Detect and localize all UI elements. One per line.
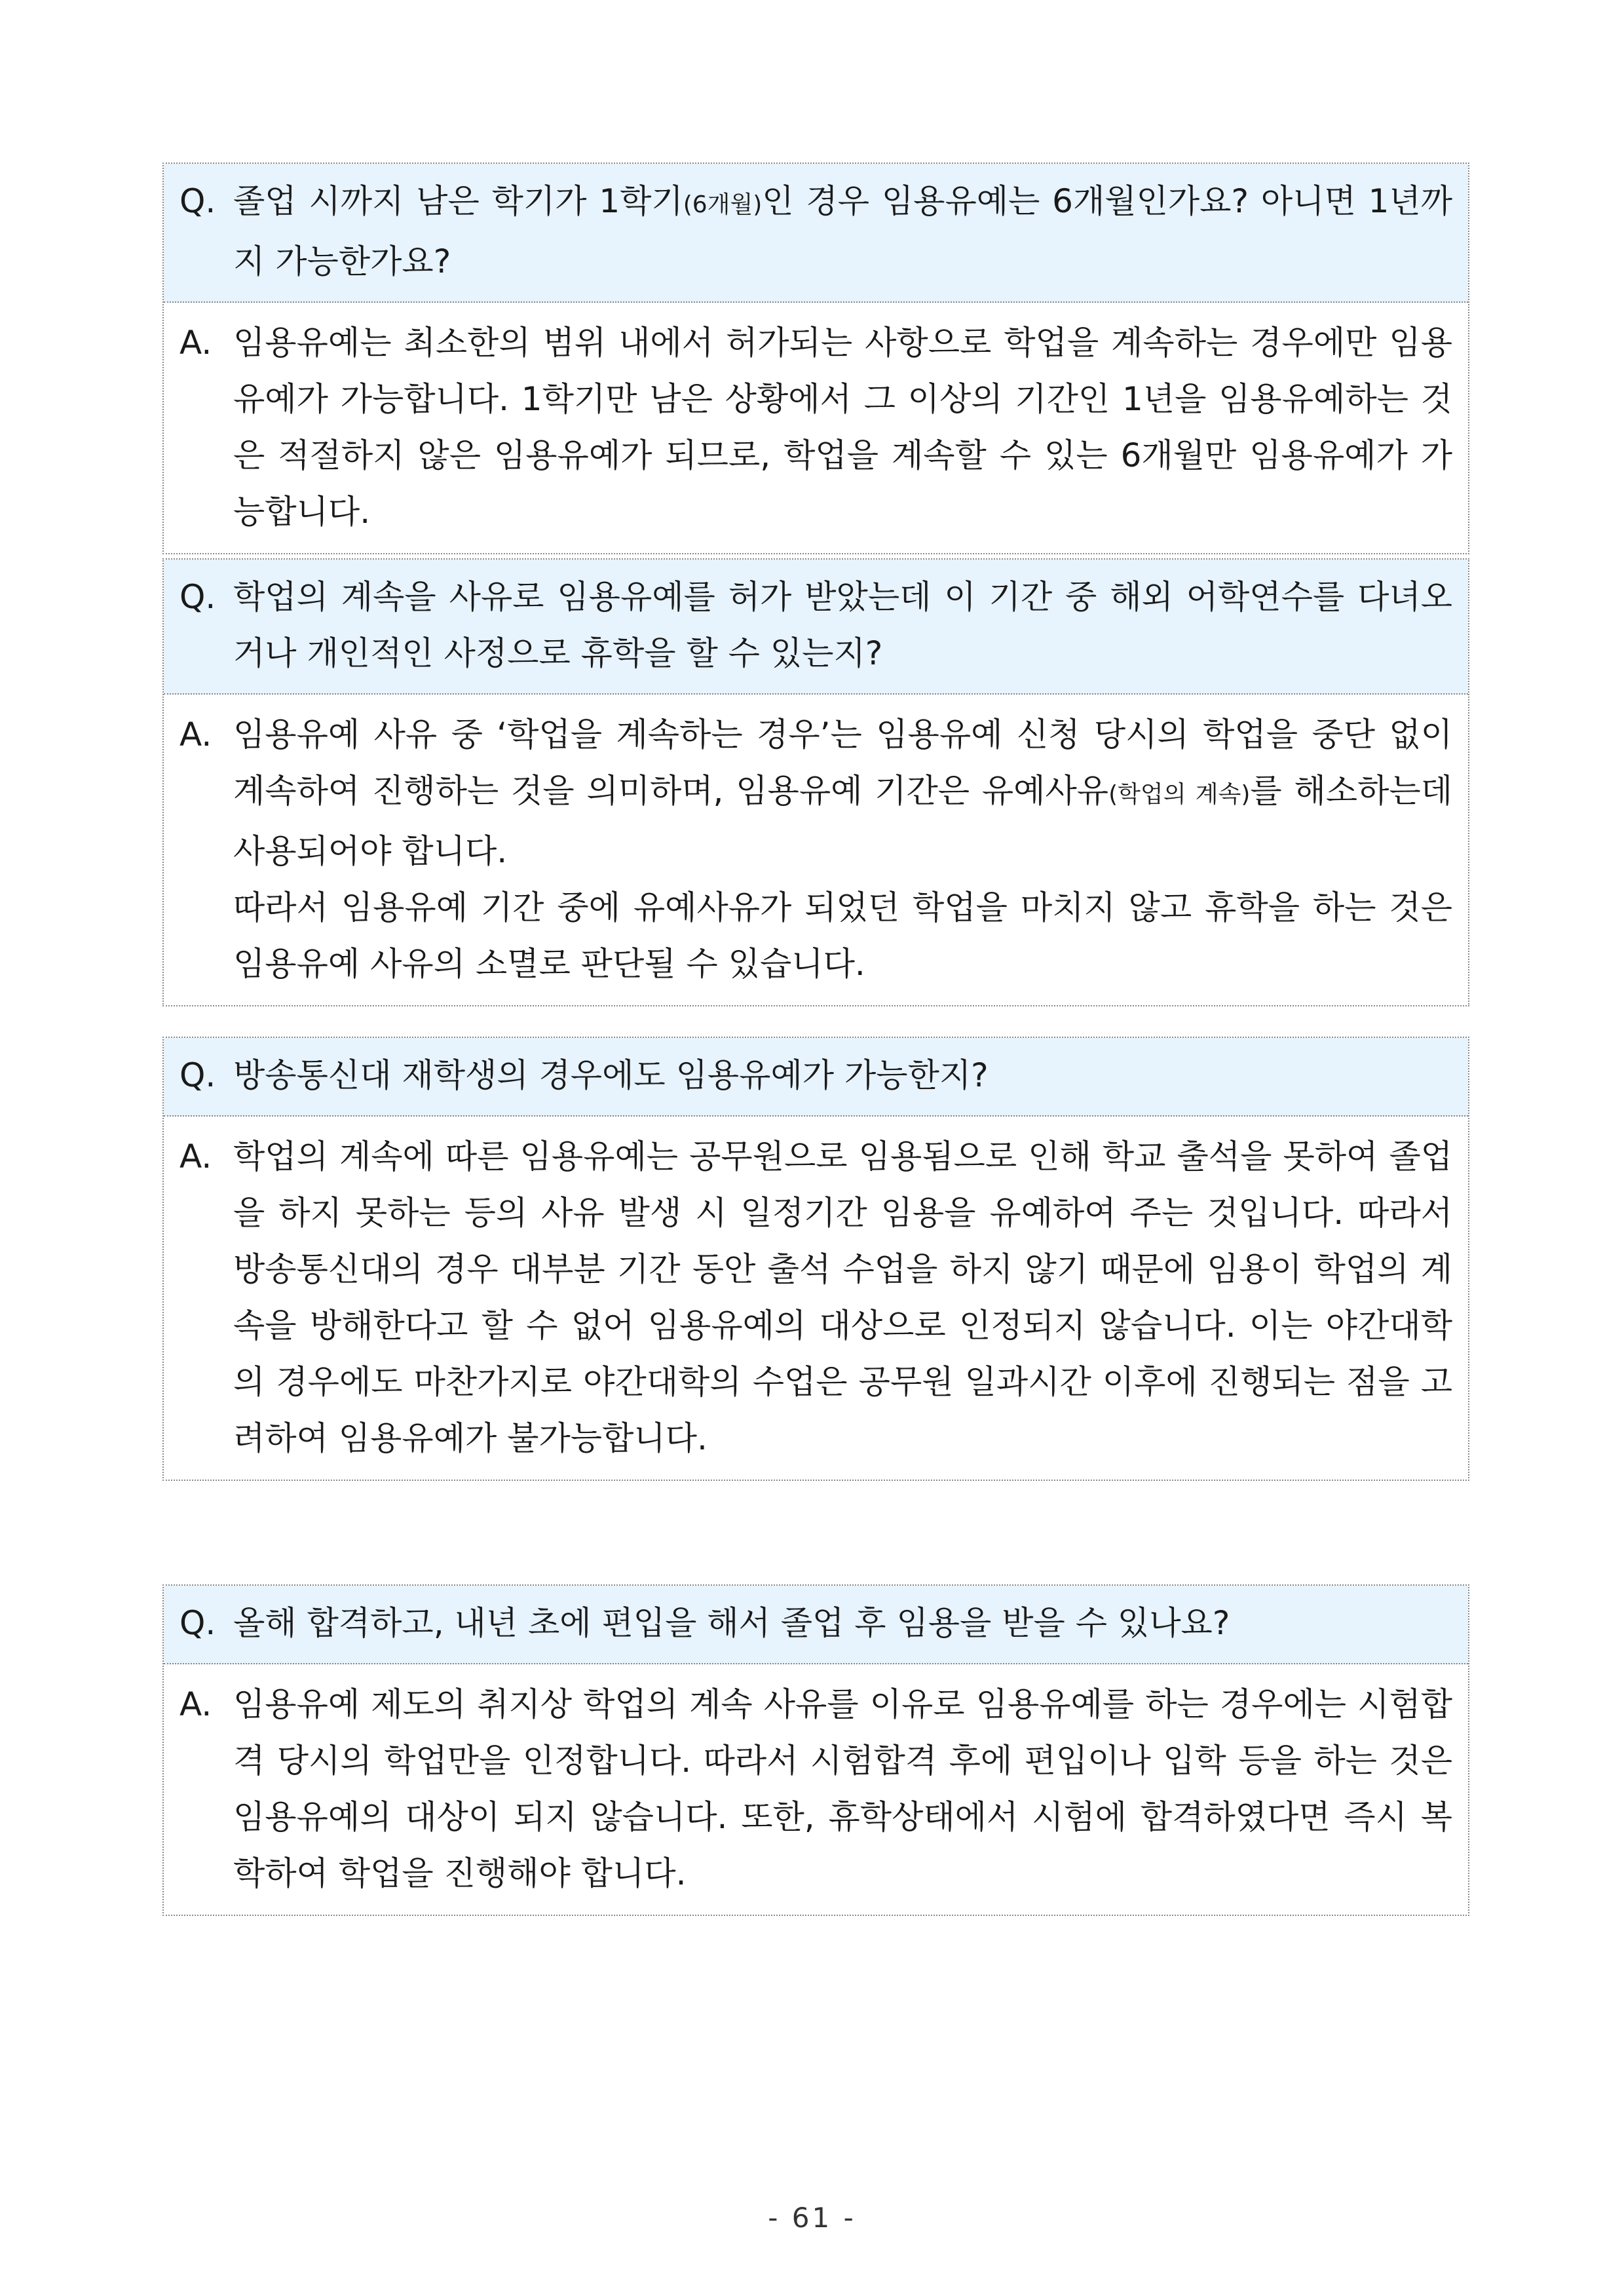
answer-text bbox=[233, 1128, 1452, 1466]
qa-block-1 bbox=[162, 163, 1469, 554]
qa-block-4 bbox=[162, 1584, 1469, 1916]
question-text-part: 인 경우 임용유예는 6개월인가요? 아니면 1년까지 가능한가요? bbox=[233, 182, 1452, 280]
answer-text-part: 임용유예 사유 중 ‘학업을 계속하는 경우’는 임용유예 신청 당시의 학업을 중단 없이 계속하여 진행하는 것을 의미하며, 임용유예 기간은 유예사유 bbox=[233, 716, 1452, 810]
question-text: 학업의 계속을 사유로 임용유예를 허가 받았는데 이 기간 중 해외 어학연수를 다녀오거나 개인적인 사정으로 휴학을 할 수 있는지? bbox=[233, 578, 1452, 672]
question-text: 방송통신대 재학생의 경우에도 임용유예가 가능한지? bbox=[233, 1056, 989, 1094]
question-mark: Q. bbox=[179, 1056, 216, 1094]
answer-text bbox=[233, 706, 1452, 992]
page-number: - 61 - bbox=[768, 2202, 856, 2234]
answer-mark: A. bbox=[179, 324, 212, 362]
answer-paragraph bbox=[233, 706, 1452, 879]
answer-row bbox=[164, 695, 1468, 1005]
answer-text bbox=[233, 315, 1452, 540]
question-row bbox=[164, 164, 1468, 303]
answer-row bbox=[164, 1117, 1468, 1480]
answer-paragraph: 임용유예는 최소한의 범위 내에서 허가되는 사항으로 학업을 계속하는 경우에만 임용유예가 가능합니다. 1학기만 남은 상황에서 그 이상의 기간인 1년을 임용유예하는 것은 적절하지 않은 임용유예가 되므로, 학업을 계속할 수 있는 6개월만 임용유예가 가능합니다. bbox=[233, 324, 1452, 531]
answer-mark: A. bbox=[179, 1685, 212, 1723]
answer-paragraph: 학업의 계속에 따른 임용유예는 공무원으로 임용됨으로 인해 학교 출석을 못하여 졸업을 하지 못하는 등의 사유 발생 시 일정기간 임용을 유예하여 주는 것입니다. 따라서 방송통신대의 경우 대부분 기간 동안 출석 수업을 하지 않기 때문에 임용이 학업의 계속을 방해한다고 할 수 없어 임용유예의 대상으로 인정되지 않습니다. 이는 야간대학의 경우에도 마찬가지로 야간대학의 수업은 공무원 일과시간 이후에 진행되는 점을 고려하여 임용유예가 불가능합니다. bbox=[233, 1138, 1452, 1457]
answer-text-part: 를 해소하는데 사용되어야 합니다. bbox=[233, 772, 1452, 870]
answer-row bbox=[164, 303, 1468, 553]
question-row bbox=[164, 1586, 1468, 1664]
question-text-part: 졸업 시까지 남은 학기가 1학기 bbox=[233, 182, 683, 220]
qa-block-3 bbox=[162, 1037, 1469, 1481]
answer-text bbox=[233, 1676, 1452, 1902]
answer-note: (학업의 계속) bbox=[1108, 781, 1251, 808]
question-mark: Q. bbox=[179, 578, 216, 616]
qa-block-2 bbox=[162, 558, 1469, 1006]
answer-mark: A. bbox=[179, 1138, 212, 1176]
answer-paragraph: 임용유예 제도의 취지상 학업의 계속 사유를 이유로 임용유예를 하는 경우에는 시험합격 당시의 학업만을 인정합니다. 따라서 시험합격 후에 편입이나 입학 등을 하는 것은 임용유예의 대상이 되지 않습니다. 또한, 휴학상태에서 시험에 합격하였다면 즉시 복학하여 학업을 진행해야 합니다. bbox=[233, 1685, 1452, 1892]
question-note: (6개월) bbox=[683, 191, 763, 218]
question-row bbox=[164, 1038, 1468, 1117]
question-text bbox=[233, 173, 1452, 290]
question-text: 올해 합격하고, 내년 초에 편입을 해서 졸업 후 임용을 받을 수 있나요? bbox=[233, 1604, 1230, 1642]
answer-mark: A. bbox=[179, 716, 212, 754]
question-row bbox=[164, 560, 1468, 695]
question-mark: Q. bbox=[179, 182, 216, 220]
answer-paragraph: 따라서 임용유예 기간 중에 유예사유가 되었던 학업을 마치지 않고 휴학을 하는 것은 임용유예 사유의 소멸로 판단될 수 있습니다. bbox=[233, 889, 1452, 983]
answer-row bbox=[164, 1664, 1468, 1915]
question-mark: Q. bbox=[179, 1604, 216, 1642]
